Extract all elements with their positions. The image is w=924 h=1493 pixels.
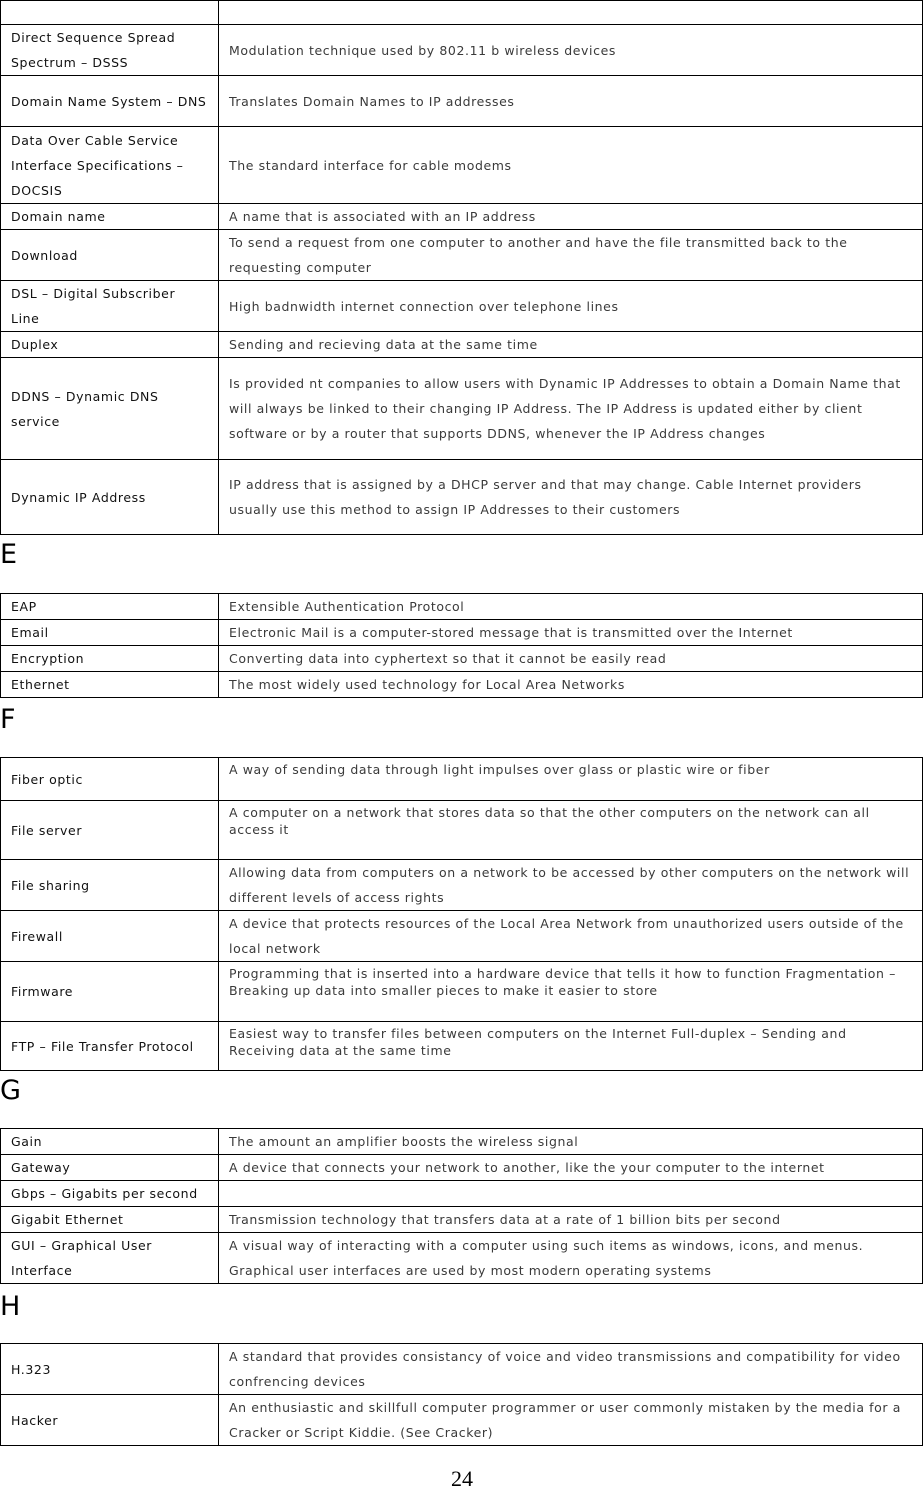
definition-cell: A device that connects your network to another, like the your computer to the internet [219,1155,923,1181]
glossary-table-g [0,1128,923,1284]
definition-cell: Translates Domain Names to IP addresses [219,76,923,127]
definition-cell: Easiest way to transfer files between computers on the Internet Full-duplex – Sending and Receiving data at the same time [219,1022,923,1071]
term-cell: Data Over Cable Service Interface Specifications – DOCSIS [1,127,219,204]
definition-cell: Modulation technique used by 802.11 b wireless devices [219,25,923,76]
term-cell: File server [1,801,219,860]
term-cell: File sharing [1,860,219,911]
definition-cell: Programming that is inserted into a hardware device that tells it how to function Fragmentation – Breaking up data into smaller pieces to make it easier to store [219,962,923,1022]
term-cell: FTP – File Transfer Protocol [1,1022,219,1071]
glossary-section-f [0,757,923,1071]
table-row [1,332,923,358]
glossary-section-e [0,593,923,698]
table-row [1,672,923,698]
term-cell [1,1,219,25]
glossary-section-h [0,1343,923,1446]
term-cell: EAP [1,594,219,620]
term-cell: Domain Name System – DNS [1,76,219,127]
term-cell: Hacker [1,1395,219,1446]
table-row [1,1233,923,1284]
page-number: 24 [451,1466,473,1491]
table-row [1,25,923,76]
section-letter-g: G [0,1075,21,1106]
table-row [1,860,923,911]
definition-cell: A device that protects resources of the Local Area Network from unauthorized users outside of the local network [219,911,923,962]
term-cell: Download [1,230,219,281]
table-row [1,1181,923,1207]
section-letter-e: E [0,539,18,570]
definition-cell: Extensible Authentication Protocol [219,594,923,620]
table-row [1,962,923,1022]
term-cell: Gateway [1,1155,219,1181]
table-row [1,646,923,672]
definition-cell: Transmission technology that transfers data at a rate of 1 billion bits per second [219,1207,923,1233]
definition-cell: A standard that provides consistancy of voice and video transmissions and compatibility for video confrencing devices [219,1344,923,1395]
glossary-section-d [0,0,923,535]
definition-cell [219,1,923,25]
term-cell: Encryption [1,646,219,672]
term-cell: Domain name [1,204,219,230]
glossary-section-g [0,1128,923,1284]
term-cell: Ethernet [1,672,219,698]
table-row [1,594,923,620]
glossary-table-e [0,593,923,698]
definition-cell: The amount an amplifier boosts the wireless signal [219,1129,923,1155]
table-row [1,1344,923,1395]
definition-cell: A way of sending data through light impulses over glass or plastic wire or fiber [219,758,923,801]
table-row [1,76,923,127]
table-row [1,758,923,801]
table-row [1,460,923,535]
table-row [1,1129,923,1155]
definition-cell: To send a request from one computer to another and have the file transmitted back to the requesting computer [219,230,923,281]
definition-cell: High badnwidth internet connection over telephone lines [219,281,923,332]
term-cell: Dynamic IP Address [1,460,219,535]
table-row [1,1022,923,1071]
table-row [1,230,923,281]
definition-cell [219,1181,923,1207]
table-row [1,1207,923,1233]
table-row [1,281,923,332]
section-letter-f: F [0,704,16,735]
definition-cell: Allowing data from computers on a network to be accessed by other computers on the network will different levels of access rights [219,860,923,911]
term-cell: Duplex [1,332,219,358]
definition-cell: Sending and recieving data at the same time [219,332,923,358]
term-cell: Firmware [1,962,219,1022]
definition-cell: Electronic Mail is a computer-stored message that is transmitted over the Internet [219,620,923,646]
term-cell: Gbps – Gigabits per second [1,1181,219,1207]
table-row [1,358,923,460]
term-cell: DSL – Digital Subscriber Line [1,281,219,332]
glossary-table-f [0,757,923,1071]
definition-cell: An enthusiastic and skillfull computer programmer or user commonly mistaken by the media for a Cracker or Script Kiddie. (See Cracker) [219,1395,923,1446]
definition-cell: Is provided nt companies to allow users with Dynamic IP Addresses to obtain a Domain Name that will always be linked to their changing IP Address. The IP Address is updated either by client software or by a router that supports DDNS, whenever the IP Address changes [219,358,923,460]
term-cell: Gigabit Ethernet [1,1207,219,1233]
term-cell: DDNS – Dynamic DNS service [1,358,219,460]
term-cell: GUI – Graphical User Interface [1,1233,219,1284]
table-row [1,1395,923,1446]
definition-cell: A name that is associated with an IP address [219,204,923,230]
definition-cell: Converting data into cyphertext so that it cannot be easily read [219,646,923,672]
table-row [1,801,923,860]
definition-cell: The standard interface for cable modems [219,127,923,204]
term-cell: Gain [1,1129,219,1155]
section-letter-h: H [0,1291,21,1322]
term-cell: Direct Sequence Spread Spectrum – DSSS [1,25,219,76]
table-row [1,620,923,646]
glossary-table-d [0,0,923,535]
table-row [1,1,923,25]
definition-cell: A computer on a network that stores data so that the other computers on the network can all access it [219,801,923,860]
table-row [1,1155,923,1181]
table-row [1,127,923,204]
glossary-table-h [0,1343,923,1446]
term-cell: Firewall [1,911,219,962]
definition-cell: IP address that is assigned by a DHCP server and that may change. Cable Internet providers usually use this method to assign IP Addresses to their customers [219,460,923,535]
term-cell: Fiber optic [1,758,219,801]
term-cell: H.323 [1,1344,219,1395]
term-cell: Email [1,620,219,646]
definition-cell: A visual way of interacting with a computer using such items as windows, icons, and menus. Graphical user interfaces are used by most modern operating systems [219,1233,923,1284]
table-row [1,911,923,962]
definition-cell: The most widely used technology for Local Area Networks [219,672,923,698]
table-row [1,204,923,230]
